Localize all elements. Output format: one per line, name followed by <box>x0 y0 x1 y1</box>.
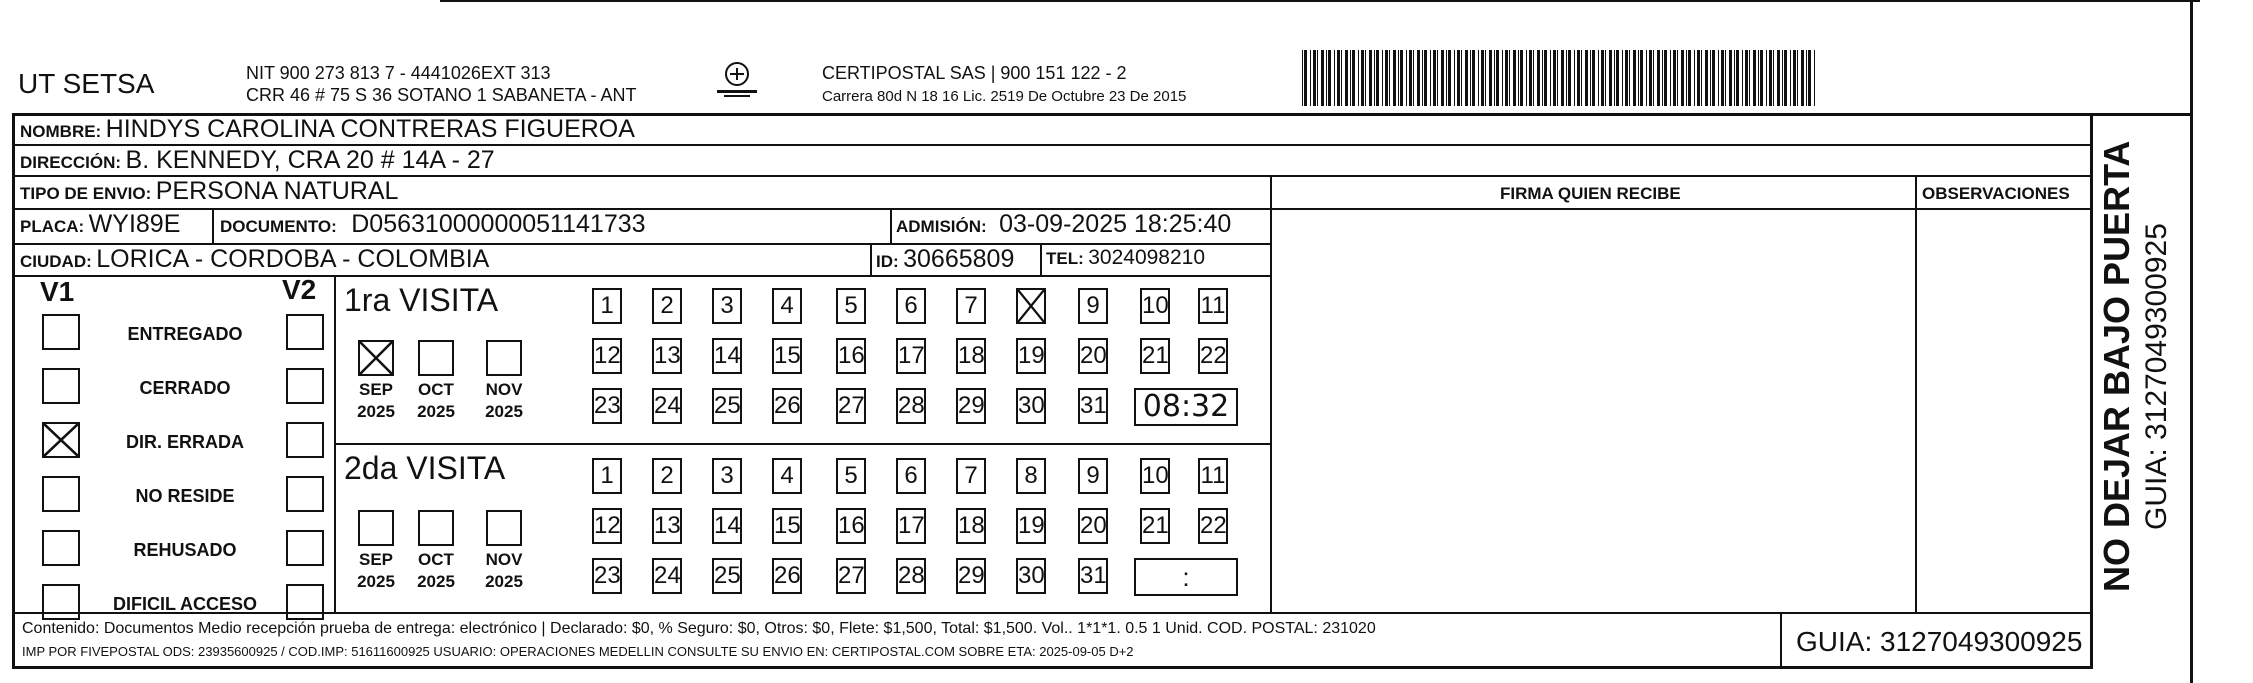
barcode-bar <box>1736 50 1739 106</box>
first-day-box[interactable]: 29 <box>956 388 986 424</box>
id-row <box>876 245 1014 274</box>
barcode-bar <box>1633 50 1636 106</box>
v1-checkbox[interactable] <box>42 584 80 620</box>
barcode-bar <box>1529 50 1532 106</box>
first-day-box[interactable]: 5 <box>836 288 866 324</box>
second-month-label: OCT <box>418 550 454 569</box>
barcode-bar <box>1334 50 1335 106</box>
second-month-label: SEP <box>358 550 394 569</box>
second-day-box[interactable]: 29 <box>956 558 986 594</box>
first-day-box[interactable]: 17 <box>896 338 926 374</box>
barcode-bar <box>1409 50 1412 106</box>
barcode-bar <box>1585 50 1588 106</box>
barcode-bar <box>1317 50 1318 106</box>
status-label: NO RESIDE <box>135 486 235 506</box>
second-day-box[interactable]: 6 <box>896 458 926 494</box>
barcode <box>1302 50 1822 106</box>
second-day-box[interactable]: 20 <box>1078 508 1108 544</box>
barcode-bar <box>1400 50 1403 106</box>
barcode-bar <box>1513 50 1516 106</box>
first-month-checkbox-checked[interactable] <box>358 340 394 376</box>
barcode-bar <box>1670 50 1671 106</box>
direccion-label: DIRECCIÓN: <box>20 153 122 172</box>
v2-checkbox[interactable] <box>286 314 324 350</box>
second-visit-title: 2da VISITA <box>344 450 506 486</box>
v2-checkbox[interactable] <box>286 584 324 620</box>
tipo-envio-value: PERSONA NATURAL <box>155 177 399 205</box>
second-year-label: 2025 <box>417 572 455 591</box>
barcode-bar <box>1609 50 1612 106</box>
barcode-bar <box>1784 50 1787 106</box>
barcode-bar <box>1568 50 1571 106</box>
second-day-box[interactable]: 25 <box>712 558 742 594</box>
tipo-envio-row <box>20 177 398 206</box>
second-day-box[interactable]: 30 <box>1016 558 1046 594</box>
barcode-bar <box>1657 50 1660 106</box>
second-month-checkbox[interactable] <box>358 510 394 546</box>
no-dejar-warning: NO DEJAR BAJO PUERTA <box>2096 140 2137 592</box>
barcode-bar <box>1430 50 1431 106</box>
barcode-bar <box>1505 50 1508 106</box>
second-year-label: 2025 <box>357 572 395 591</box>
barcode-bar <box>1614 50 1615 106</box>
v2-checkbox[interactable] <box>286 422 324 458</box>
first-day-box[interactable]: 10 <box>1140 288 1170 324</box>
barcode-bar <box>1502 50 1503 106</box>
second-day-box[interactable]: 24 <box>652 558 682 594</box>
barcode-bar <box>1734 50 1735 106</box>
nombre-value: HINDYS CAROLINA CONTRERAS FIGUEROA <box>105 115 635 143</box>
barcode-bar <box>1605 50 1606 106</box>
barcode-bar <box>1341 50 1342 106</box>
admision-value: 03-09-2025 18:25:40 <box>999 210 1232 238</box>
barcode-bar <box>1413 50 1414 106</box>
first-day-box[interactable]: 31 <box>1078 388 1108 424</box>
barcode-bar <box>1526 50 1527 106</box>
barcode-bar <box>1777 50 1780 106</box>
v1-checkbox[interactable] <box>42 368 80 404</box>
barcode-bar <box>1509 50 1510 106</box>
barcode-bar <box>1358 50 1359 106</box>
barcode-bar <box>1725 50 1726 106</box>
barcode-bar <box>1592 50 1595 106</box>
first-day-box[interactable]: 19 <box>1016 338 1046 374</box>
first-day-box[interactable]: 24 <box>652 388 682 424</box>
v2-header: V2 <box>282 274 317 305</box>
barcode-bar <box>1577 50 1580 106</box>
footer-contenido: Contenido: Documentos Medio recepción prueba de entrega: electrónico | Declarado: $0, % Seguro: $0, Otros: $0, Flete: $1,500, Total: $1,500. Vol.. 1*1*1. 0.5 1 Unid. COD. POSTAL: 231020 <box>22 620 1376 637</box>
barcode-bar <box>1374 50 1375 106</box>
barcode-bar <box>1760 50 1763 106</box>
second-day-box[interactable]: 12 <box>592 508 622 544</box>
barcode-bar <box>1448 50 1451 106</box>
status-label: ENTREGADO <box>127 324 243 344</box>
first-day-box[interactable]: 4 <box>772 288 802 324</box>
second-day-box[interactable]: 17 <box>896 508 926 544</box>
barcode-bar <box>1561 50 1564 106</box>
first-day-box[interactable]: 30 <box>1016 388 1046 424</box>
barcode-bar <box>1537 50 1540 106</box>
nombre-label: NOMBRE: <box>20 122 102 141</box>
barcode-bar <box>1481 50 1484 106</box>
barcode-bar <box>1422 50 1423 106</box>
barcode-bar <box>1649 50 1652 106</box>
status-label: CERRADO <box>139 378 231 398</box>
barcode-bar <box>1701 50 1702 106</box>
observaciones-label: OBSERVACIONES <box>1922 184 2070 203</box>
placa-label: PLACA: <box>20 217 85 236</box>
first-month-checkbox[interactable] <box>486 340 522 376</box>
barcode-bar <box>1664 50 1667 106</box>
first-year-label: 2025 <box>357 402 395 421</box>
barcode-bar <box>1622 50 1623 106</box>
barcode-bar <box>1773 50 1774 106</box>
barcode-bar <box>1376 50 1379 106</box>
certipostal-logo-icon <box>712 60 762 100</box>
barcode-bar <box>1566 50 1567 106</box>
v1-checkbox[interactable] <box>42 314 80 350</box>
second-day-box[interactable]: 8 <box>1016 458 1046 494</box>
first-year-label: 2025 <box>485 402 523 421</box>
direccion-row <box>20 146 495 175</box>
barcode-bar <box>1638 50 1639 106</box>
barcode-bar <box>1705 50 1708 106</box>
first-day-box[interactable]: 15 <box>772 338 802 374</box>
documento-row <box>220 210 646 239</box>
barcode-bar <box>1616 50 1619 106</box>
second-day-box[interactable]: 3 <box>712 458 742 494</box>
tipo-envio-label: TIPO DE ENVIO: <box>20 184 152 203</box>
first-day-box[interactable]: 13 <box>652 338 682 374</box>
barcode-bar <box>1550 50 1551 106</box>
barcode-bar <box>1310 50 1311 106</box>
admision-label: ADMISIÓN: <box>896 217 987 236</box>
barcode-bar <box>1542 50 1543 106</box>
second-day-box[interactable]: 23 <box>592 558 622 594</box>
barcode-bar <box>1686 50 1687 106</box>
tel-label: TEL: <box>1046 249 1084 268</box>
first-day-box[interactable]: 3 <box>712 288 742 324</box>
barcode-bar <box>1769 50 1772 106</box>
barcode-bar <box>1808 50 1811 106</box>
barcode-bar <box>1629 50 1630 106</box>
first-day-box[interactable]: 23 <box>592 388 622 424</box>
second-day-box[interactable]: 18 <box>956 508 986 544</box>
barcode-bar <box>1461 50 1462 106</box>
barcode-bar <box>1681 50 1684 106</box>
second-month-checkbox[interactable] <box>486 510 522 546</box>
first-day-box[interactable]: 18 <box>956 338 986 374</box>
first-month-label: SEP <box>358 380 394 399</box>
ciudad-value: LORICA - CORDOBA - COLOMBIA <box>96 245 490 273</box>
barcode-bar <box>1337 50 1340 106</box>
barcode-bar <box>1470 50 1471 106</box>
barcode-bar <box>1729 50 1732 106</box>
second-day-box[interactable]: 2 <box>652 458 682 494</box>
first-month-label: OCT <box>418 380 454 399</box>
second-month-label: NOV <box>485 550 523 569</box>
barcode-bar <box>1304 50 1307 106</box>
barcode-bar <box>1446 50 1447 106</box>
first-year-label: 2025 <box>417 402 455 421</box>
second-day-box[interactable]: 15 <box>772 508 802 544</box>
id-label: ID: <box>876 252 899 271</box>
barcode-bar <box>1742 50 1743 106</box>
barcode-bar <box>1494 50 1495 106</box>
barcode-bar <box>1721 50 1724 106</box>
second-day-box[interactable]: 27 <box>836 558 866 594</box>
barcode-bar <box>1673 50 1676 106</box>
first-day-box[interactable]: 1 <box>592 288 622 324</box>
tel-value: 3024098210 <box>1088 246 1206 269</box>
second-day-box[interactable]: 14 <box>712 508 742 544</box>
barcode-bar <box>1518 50 1519 106</box>
v2-checkbox[interactable] <box>286 530 324 566</box>
barcode-bar <box>1393 50 1396 106</box>
footer-guia: GUIA: 3127049300925 <box>1796 626 2083 657</box>
barcode-bar <box>1417 50 1420 106</box>
firma-label: FIRMA QUIEN RECIBE <box>1500 184 1681 203</box>
ciudad-row <box>20 245 489 274</box>
barcode-bar <box>1710 50 1711 106</box>
second-day-box[interactable]: 19 <box>1016 508 1046 544</box>
barcode-bar <box>1797 50 1798 106</box>
barcode-bar <box>1601 50 1604 106</box>
barcode-bar <box>1814 50 1815 106</box>
second-day-box[interactable]: 26 <box>772 558 802 594</box>
barcode-bar <box>1688 50 1691 106</box>
second-day-box[interactable]: 5 <box>836 458 866 494</box>
barcode-bar <box>1454 50 1455 106</box>
second-day-box[interactable]: 22 <box>1198 508 1228 544</box>
first-day-box[interactable]: 25 <box>712 388 742 424</box>
first-month-checkbox[interactable] <box>418 340 454 376</box>
barcode-bar <box>1801 50 1804 106</box>
side-guia: GUIA: 3127049300925 <box>2140 223 2173 530</box>
second-year-label: 2025 <box>485 572 523 591</box>
barcode-bar <box>1457 50 1460 106</box>
barcode-bar <box>1697 50 1700 106</box>
barcode-bar <box>1313 50 1316 106</box>
barcode-bar <box>1793 50 1796 106</box>
barcode-bar <box>1790 50 1791 106</box>
second-day-box[interactable]: 31 <box>1078 558 1108 594</box>
barcode-bar <box>1749 50 1750 106</box>
barcode-bar <box>1489 50 1492 106</box>
company-name: UT SETSA <box>18 68 155 99</box>
second-day-box[interactable]: 11 <box>1198 458 1228 494</box>
first-day-box-checked[interactable] <box>1016 288 1046 324</box>
ciudad-label: CIUDAD: <box>20 252 92 271</box>
first-day-box[interactable]: 21 <box>1140 338 1170 374</box>
certipostal-address: Carrera 80d N 18 16 Lic. 2519 De Octubre 23 De 2015 <box>822 88 1187 105</box>
barcode-bar <box>1472 50 1475 106</box>
barcode-bar <box>1398 50 1399 106</box>
barcode-bar <box>1677 50 1678 106</box>
barcode-bar <box>1758 50 1759 106</box>
barcode-bar <box>1646 50 1647 106</box>
barcode-bar <box>1424 50 1427 106</box>
barcode-bar <box>1369 50 1372 106</box>
v1-checkbox[interactable] <box>42 476 80 512</box>
barcode-bar <box>1496 50 1499 106</box>
second-day-box[interactable]: 1 <box>592 458 622 494</box>
barcode-bar <box>1590 50 1591 106</box>
second-month-checkbox[interactable] <box>418 510 454 546</box>
barcode-bar <box>1806 50 1807 106</box>
second-day-box[interactable]: 28 <box>896 558 926 594</box>
barcode-bar <box>1625 50 1628 106</box>
footer-imp: IMP POR FIVEPOSTAL ODS: 23935600925 / COD.IMP: 51611600925 USUARIO: OPERACIONES MEDELLIN CONSULTE SU ENVIO EN: CERTIPOSTAL.COM SOBRE ETA: 2025-09-05 D+2 <box>22 644 1134 659</box>
first-day-box[interactable]: 14 <box>712 338 742 374</box>
barcode-bar <box>1352 50 1355 106</box>
first-day-box[interactable]: 28 <box>896 388 926 424</box>
barcode-bar <box>1385 50 1388 106</box>
barcode-bar <box>1766 50 1767 106</box>
first-day-box[interactable]: 2 <box>652 288 682 324</box>
barcode-bar <box>1326 50 1327 106</box>
first-day-box[interactable]: 6 <box>896 288 926 324</box>
first-time-box[interactable]: 08:32 <box>1134 388 1238 426</box>
barcode-bar <box>1406 50 1407 106</box>
barcode-bar <box>1328 50 1331 106</box>
barcode-bar <box>1544 50 1547 106</box>
admision-row <box>896 210 1231 239</box>
second-day-box[interactable]: 21 <box>1140 508 1170 544</box>
id-value: 30665809 <box>903 245 1015 273</box>
second-day-box[interactable]: 9 <box>1078 458 1108 494</box>
barcode-bar <box>1753 50 1756 106</box>
first-day-box[interactable]: 20 <box>1078 338 1108 374</box>
first-day-box[interactable]: 9 <box>1078 288 1108 324</box>
tel-row <box>1046 246 1205 270</box>
barcode-bar <box>1718 50 1719 106</box>
barcode-bar <box>1302 50 1303 106</box>
barcode-bar <box>1694 50 1695 106</box>
barcode-bar <box>1389 50 1390 106</box>
status-label: DIFICIL ACCESO <box>112 594 257 614</box>
barcode-bar <box>1437 50 1438 106</box>
second-day-box[interactable]: 7 <box>956 458 986 494</box>
barcode-bar <box>1350 50 1351 106</box>
first-visit-title: 1ra VISITA <box>344 282 499 318</box>
barcode-bar <box>1433 50 1436 106</box>
barcode-bar <box>1557 50 1558 106</box>
company-address: CRR 46 # 75 S 36 SOTANO 1 SABANETA - ANT <box>246 85 637 105</box>
v2-checkbox[interactable] <box>286 476 324 512</box>
second-time-box[interactable]: : <box>1134 558 1238 596</box>
first-day-box[interactable]: 22 <box>1198 338 1228 374</box>
second-day-box[interactable]: 13 <box>652 508 682 544</box>
barcode-bar <box>1441 50 1444 106</box>
barcode-bar <box>1382 50 1383 106</box>
nit-line: NIT 900 273 813 7 - 4441026EXT 313 <box>246 63 551 83</box>
first-day-box[interactable]: 7 <box>956 288 986 324</box>
barcode-bar <box>1653 50 1654 106</box>
documento-label: DOCUMENTO: <box>220 217 337 236</box>
second-day-box[interactable]: 4 <box>772 458 802 494</box>
direccion-value: B. KENNEDY, CRA 20 # 14A - 27 <box>125 146 495 174</box>
nombre-row <box>20 115 635 144</box>
barcode-bar <box>1478 50 1479 106</box>
barcode-bar <box>1321 50 1324 106</box>
barcode-bar <box>1712 50 1715 106</box>
first-day-box[interactable]: 27 <box>836 388 866 424</box>
documento-value: D05631000000051141733 <box>351 210 646 238</box>
certipostal-name: CERTIPOSTAL SAS | 900 151 122 - 2 <box>822 63 1127 83</box>
barcode-bar <box>1574 50 1575 106</box>
barcode-bar <box>1598 50 1599 106</box>
barcode-bar <box>1662 50 1663 106</box>
placa-value: WYI89E <box>88 210 181 238</box>
status-label: REHUSADO <box>133 540 237 560</box>
barcode-bar <box>1533 50 1534 106</box>
barcode-bar <box>1520 50 1523 106</box>
barcode-bar <box>1345 50 1348 106</box>
v1-checkbox-checked[interactable] <box>42 422 80 458</box>
first-day-box[interactable]: 11 <box>1198 288 1228 324</box>
v2-checkbox[interactable] <box>286 368 324 404</box>
barcode-bar <box>1465 50 1468 106</box>
v1-checkbox[interactable] <box>42 530 80 566</box>
first-day-box[interactable]: 12 <box>592 338 622 374</box>
first-day-box[interactable]: 26 <box>772 388 802 424</box>
status-label: DIR. ERRADA <box>125 432 244 452</box>
second-day-box[interactable]: 16 <box>836 508 866 544</box>
barcode-bar <box>1365 50 1366 106</box>
v1-header: V1 <box>40 276 75 307</box>
barcode-bar <box>1745 50 1748 106</box>
barcode-bar <box>1782 50 1783 106</box>
barcode-bar <box>1581 50 1582 106</box>
second-day-box[interactable]: 10 <box>1140 458 1170 494</box>
barcode-bar <box>1640 50 1643 106</box>
first-day-box[interactable]: 16 <box>836 338 866 374</box>
first-month-label: NOV <box>485 380 523 399</box>
placa-row <box>20 210 180 239</box>
barcode-bar <box>1361 50 1364 106</box>
barcode-bar <box>1553 50 1556 106</box>
barcode-bar <box>1485 50 1486 106</box>
